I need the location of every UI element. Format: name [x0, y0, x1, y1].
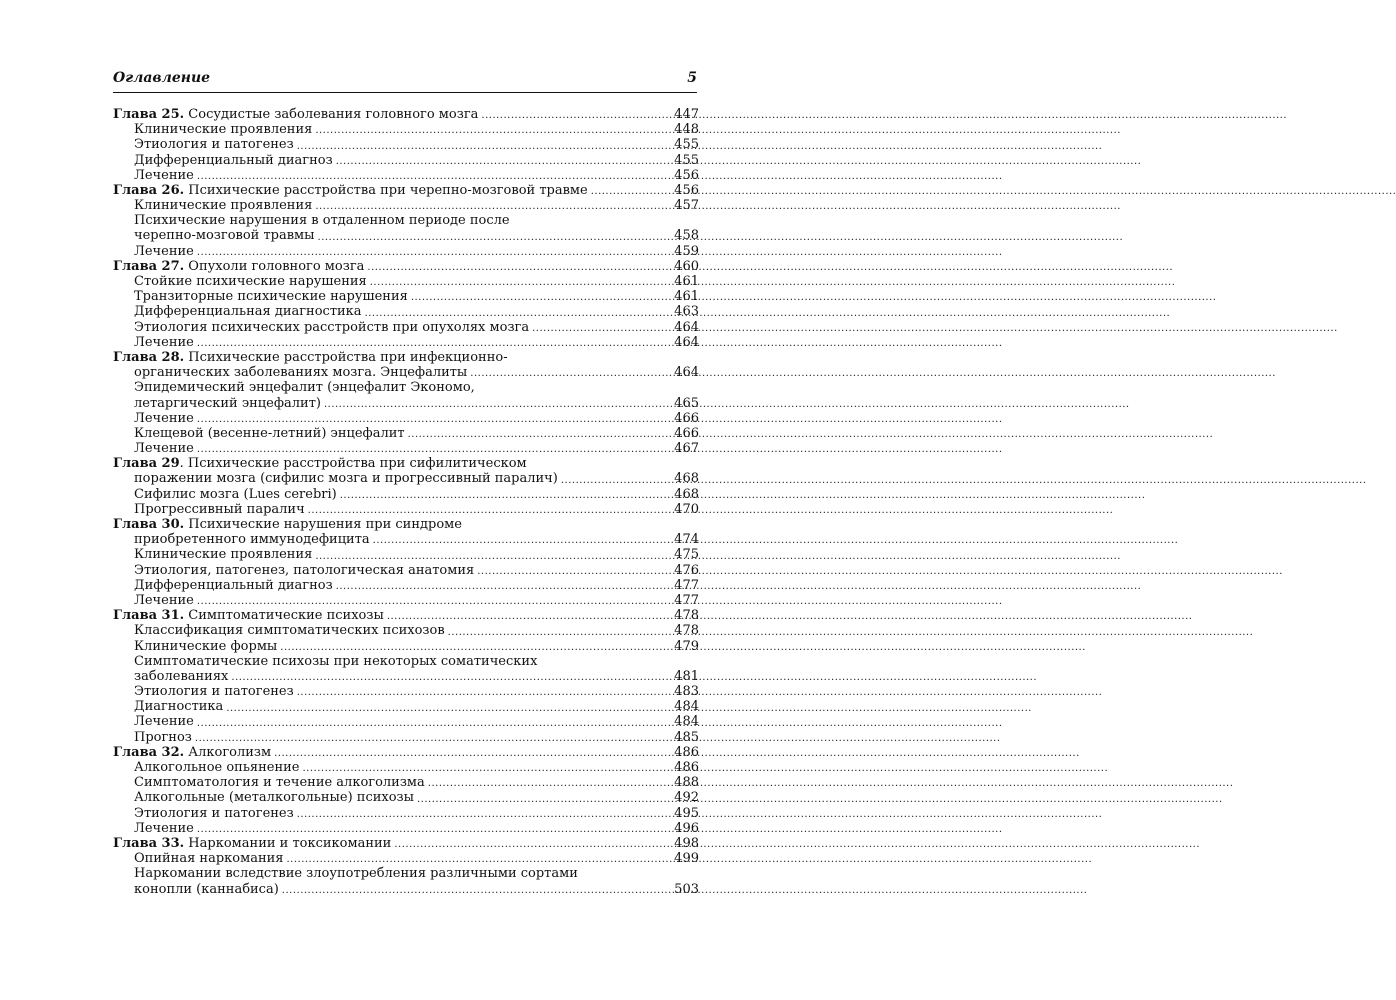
- entry-page-number: 479: [674, 638, 699, 654]
- entry-page-number: 455: [674, 137, 699, 153]
- entry-page-number: 495: [674, 805, 699, 821]
- entry-page-number: 455: [674, 152, 699, 168]
- entry-page-number: 447: [674, 106, 699, 122]
- section-entry: [113, 882, 699, 897]
- entry-title: [134, 365, 467, 380]
- entry-page-number: 486: [674, 760, 699, 776]
- section-entry: [113, 684, 699, 699]
- dot-leader: [286, 854, 666, 866]
- entry-text: Дифференциальный диагноз: [134, 577, 333, 593]
- section-entry: [113, 396, 699, 411]
- entry-text: Симптоматические психозы при некоторых соматических: [134, 653, 538, 669]
- entry-text: Алкоголизм: [184, 744, 272, 760]
- entry-page-number: 477: [674, 577, 699, 593]
- section-entry: [113, 229, 699, 244]
- section-entry: [113, 441, 699, 456]
- dot-leader: [373, 535, 666, 547]
- section-entry: [113, 411, 699, 426]
- entry-text: приобретенного иммунодефицита: [134, 532, 370, 548]
- section-entry: [113, 380, 699, 395]
- entry-title: [134, 669, 228, 684]
- entry-page-number: 468: [674, 471, 699, 487]
- entry-page-number: 481: [674, 668, 699, 684]
- entry-page-number: 496: [674, 820, 699, 836]
- entry-title: [134, 441, 194, 456]
- entry-text: органических заболеваниях мозга. Энцефалиты: [134, 365, 468, 381]
- chapter-entry: [113, 836, 699, 851]
- dot-leader: [340, 490, 666, 502]
- entry-page-number: 477: [674, 592, 699, 608]
- entry-text: Психические нарушения в отдаленном периоде после: [134, 213, 510, 229]
- entry-title: [134, 699, 223, 714]
- chapter-label: Глава 28.: [113, 349, 185, 365]
- entry-text: Психические расстройства при черепно-мозговой травме: [184, 182, 588, 198]
- dot-leader: [315, 125, 666, 137]
- section-entry: [113, 274, 699, 289]
- entry-text: Лечение: [134, 592, 194, 608]
- entry-page-number: 461: [674, 289, 699, 305]
- entry-title: [113, 836, 391, 851]
- entry-text: Сосудистые заболевания головного мозга: [184, 106, 479, 122]
- entry-text: Лечение: [134, 167, 194, 183]
- dot-leader: [370, 277, 666, 289]
- entry-text: Лечение: [134, 243, 194, 259]
- dot-leader: [336, 156, 666, 168]
- entry-title: [134, 228, 315, 243]
- entry-page-number: 448: [674, 122, 699, 138]
- entry-text: Сифилис мозга (Lues cerebri): [134, 486, 337, 502]
- section-entry: [113, 623, 699, 638]
- entry-text: Клещевой (весенне-летний) энцефалит: [134, 425, 405, 441]
- chapter-label: Глава 30.: [113, 517, 185, 533]
- dot-leader: [591, 186, 666, 198]
- dot-leader: [532, 323, 666, 335]
- dot-leader: [408, 429, 666, 441]
- section-entry: [113, 472, 699, 487]
- entry-text: заболеваниях: [134, 668, 229, 684]
- dot-leader: [477, 566, 666, 578]
- entry-page-number: 476: [674, 562, 699, 578]
- entry-title: [134, 289, 408, 304]
- entry-text: Лечение: [134, 441, 194, 457]
- entry-title: [134, 122, 312, 137]
- entry-text: Дифференциальная диагностика: [134, 304, 362, 320]
- entry-page-number: 457: [674, 198, 699, 214]
- entry-text: Эпидемический энцефалит (энцефалит Экономо,: [134, 380, 475, 396]
- entry-title: [134, 563, 474, 578]
- section-entry: [113, 304, 699, 319]
- entry-title: [134, 866, 578, 881]
- section-entry: [113, 289, 699, 304]
- dot-leader: [428, 778, 666, 790]
- entry-title: [134, 426, 405, 441]
- section-entry: [113, 715, 699, 730]
- entry-page-number: 461: [674, 274, 699, 290]
- entry-page-number: 459: [674, 243, 699, 259]
- entry-text: Этиология и патогенез: [134, 684, 294, 700]
- entry-text: Клинические проявления: [134, 122, 313, 138]
- chapter-label: Глава 29: [113, 456, 180, 472]
- entry-page-number: 474: [674, 532, 699, 548]
- section-entry: [113, 760, 699, 775]
- dot-leader: [282, 885, 666, 897]
- dot-leader: [197, 444, 666, 456]
- entry-page-number: 478: [674, 608, 699, 624]
- entry-title: [134, 593, 194, 608]
- entry-page-number: 458: [674, 228, 699, 244]
- entry-text: Лечение: [134, 820, 194, 836]
- section-entry: [113, 168, 699, 183]
- entry-title: [134, 304, 362, 319]
- entry-title: [134, 882, 279, 897]
- entry-page-number: 492: [674, 790, 699, 806]
- entry-title: [134, 411, 194, 426]
- entry-page-number: 478: [674, 623, 699, 639]
- entry-text: . Психические расстройства при сифилитическом: [179, 456, 527, 472]
- entry-text: Дифференциальный диагноз: [134, 152, 333, 168]
- section-entry: [113, 654, 699, 669]
- dot-leader: [231, 672, 666, 684]
- entry-title: [134, 168, 194, 183]
- chapter-label: Глава 32.: [113, 744, 185, 760]
- section-entry: [113, 244, 699, 259]
- dot-leader: [387, 611, 666, 623]
- chapter-entry: [113, 183, 699, 198]
- entry-page-number: 484: [674, 699, 699, 715]
- entry-title: [134, 623, 445, 638]
- dot-leader: [297, 809, 666, 821]
- entry-title: [134, 714, 194, 729]
- entry-page-number: 485: [674, 729, 699, 745]
- section-entry: [113, 866, 699, 881]
- table-of-contents: [113, 107, 699, 897]
- dot-leader: [197, 247, 666, 259]
- entry-title: [134, 532, 370, 547]
- entry-title: [113, 517, 462, 532]
- chapter-entry: [113, 456, 699, 471]
- entry-page-number: 464: [674, 319, 699, 335]
- entry-title: [113, 259, 364, 274]
- entry-title: [134, 137, 294, 152]
- section-entry: [113, 547, 699, 562]
- entry-title: [134, 654, 537, 669]
- entry-title: [134, 274, 367, 289]
- dot-leader: [336, 581, 666, 593]
- section-entry: [113, 122, 699, 137]
- dot-leader: [315, 201, 666, 213]
- dot-leader: [274, 748, 666, 760]
- entry-text: Симптоматические психозы: [184, 608, 384, 624]
- section-entry: [113, 137, 699, 152]
- chapter-entry: [113, 259, 699, 274]
- entry-title: [134, 213, 510, 228]
- entry-page-number: 470: [674, 501, 699, 517]
- dot-leader: [448, 627, 666, 639]
- entry-text: Наркомании и токсикомании: [184, 835, 392, 851]
- dot-leader: [481, 110, 666, 122]
- entry-title: [134, 851, 283, 866]
- entry-title: [134, 335, 194, 350]
- entry-text: Этиология и патогенез: [134, 805, 294, 821]
- entry-text: летаргический энцефалит): [134, 395, 321, 411]
- entry-page-number: 475: [674, 547, 699, 563]
- dot-leader: [417, 794, 666, 806]
- entry-page-number: 466: [674, 410, 699, 426]
- section-entry: [113, 426, 699, 441]
- dot-leader: [315, 551, 666, 563]
- dot-leader: [394, 839, 666, 851]
- dot-leader: [197, 596, 666, 608]
- dot-leader: [367, 262, 666, 274]
- entry-page-number: 488: [674, 775, 699, 791]
- entry-title: [134, 639, 277, 654]
- chapter-label: Глава 27.: [113, 258, 185, 274]
- dot-leader: [195, 733, 666, 745]
- section-entry: [113, 335, 699, 350]
- entry-title: [134, 821, 194, 836]
- entry-title: [134, 760, 300, 775]
- entry-page-number: 499: [674, 851, 699, 867]
- section-entry: [113, 821, 699, 836]
- entry-page-number: 498: [674, 835, 699, 851]
- entry-text: Опийная наркомания: [134, 851, 284, 867]
- chapter-entry: [113, 350, 699, 365]
- entry-text: Клинические проявления: [134, 547, 313, 563]
- entry-title: [134, 775, 425, 790]
- entry-text: Этиология психических расстройств при опухолях мозга: [134, 319, 530, 335]
- entry-title: [134, 547, 312, 562]
- entry-text: Классификация симптоматических психозов: [134, 623, 445, 639]
- entry-page-number: 456: [674, 182, 699, 198]
- dot-leader: [324, 399, 666, 411]
- entry-title: [113, 608, 384, 623]
- entry-page-number: 468: [674, 486, 699, 502]
- entry-text: конопли (каннабиса): [134, 881, 279, 897]
- entry-text: Клинические проявления: [134, 198, 313, 214]
- entry-text: Опухоли головного мозга: [184, 258, 365, 274]
- section-entry: [113, 699, 699, 714]
- entry-text: Психические расстройства при инфекционно-: [184, 349, 508, 365]
- dot-leader: [308, 505, 666, 517]
- section-entry: [113, 213, 699, 228]
- entry-page-number: 466: [674, 425, 699, 441]
- entry-text: Этиология, патогенез, патологическая анатомия: [134, 562, 475, 578]
- entry-title: [134, 153, 333, 168]
- entry-title: [134, 806, 294, 821]
- section-entry: [113, 198, 699, 213]
- entry-page-number: 456: [674, 167, 699, 183]
- chapter-entry: [113, 608, 699, 623]
- header-title: Оглавление: [113, 70, 211, 86]
- entry-page-number: 463: [674, 304, 699, 320]
- chapter-label: Глава 25.: [113, 106, 185, 122]
- entry-page-number: 483: [674, 684, 699, 700]
- dot-leader: [470, 368, 666, 380]
- chapter-entry: [113, 107, 699, 122]
- entry-title: [134, 471, 558, 486]
- section-entry: [113, 806, 699, 821]
- section-entry: [113, 320, 699, 335]
- entry-text: Психические нарушения при синдроме: [184, 517, 462, 533]
- entry-title: [134, 198, 312, 213]
- running-header: [113, 70, 697, 93]
- page-number: 5: [687, 70, 697, 86]
- dot-leader: [297, 687, 666, 699]
- dot-leader: [197, 414, 666, 426]
- entry-title: [113, 350, 508, 365]
- chapter-label: Глава 26.: [113, 182, 185, 198]
- section-entry: [113, 730, 699, 745]
- entry-title: [134, 396, 321, 411]
- entry-page-number: 464: [674, 334, 699, 350]
- dot-leader: [318, 232, 666, 244]
- section-entry: [113, 775, 699, 790]
- entry-text: Алкогольные (металкогольные) психозы: [134, 790, 414, 806]
- entry-text: Транзиторные психические нарушения: [134, 289, 408, 305]
- chapter-entry: [113, 517, 699, 532]
- entry-text: черепно-мозговой травмы: [134, 228, 315, 244]
- section-entry: [113, 790, 699, 805]
- entry-title: [134, 790, 414, 805]
- entry-text: Наркомании вследствие злоупотребления различными сортами: [134, 866, 578, 882]
- section-entry: [113, 639, 699, 654]
- dot-leader: [561, 475, 666, 487]
- entry-page-number: 503: [674, 881, 699, 897]
- entry-page-number: 464: [674, 365, 699, 381]
- section-entry: [113, 851, 699, 866]
- entry-title: [134, 578, 333, 593]
- entry-text: Лечение: [134, 714, 194, 730]
- entry-text: Прогноз: [134, 729, 192, 745]
- entry-text: Стойкие психические нарушения: [134, 274, 367, 290]
- dot-leader: [197, 718, 666, 730]
- entry-page-number: 486: [674, 744, 699, 760]
- dot-leader: [197, 824, 666, 836]
- entry-text: Лечение: [134, 410, 194, 426]
- section-entry: [113, 532, 699, 547]
- dot-leader: [297, 141, 666, 153]
- section-entry: [113, 502, 699, 517]
- chapter-label: Глава 33.: [113, 835, 185, 851]
- chapter-label: Глава 31.: [113, 608, 185, 624]
- dot-leader: [280, 642, 666, 654]
- entry-title: [134, 730, 192, 745]
- section-entry: [113, 578, 699, 593]
- dot-leader: [197, 171, 666, 183]
- entry-text: Симптоматология и течение алкоголизма: [134, 775, 425, 791]
- entry-title: [134, 487, 337, 502]
- entry-title: [134, 244, 194, 259]
- entry-text: Лечение: [134, 334, 194, 350]
- entry-title: [113, 183, 588, 198]
- entry-text: Этиология и патогенез: [134, 137, 294, 153]
- section-entry: [113, 365, 699, 380]
- section-entry: [113, 563, 699, 578]
- dot-leader: [365, 308, 666, 320]
- entry-text: Диагностика: [134, 699, 224, 715]
- entry-title: [113, 107, 478, 122]
- section-entry: [113, 669, 699, 684]
- entry-page-number: 465: [674, 395, 699, 411]
- entry-text: Алкогольное опьянение: [134, 760, 300, 776]
- entry-text: Клинические формы: [134, 638, 278, 654]
- dot-leader: [197, 338, 666, 350]
- dot-leader: [303, 763, 667, 775]
- entry-page-number: 460: [674, 258, 699, 274]
- entry-title: [113, 745, 271, 760]
- entry-page-number: 484: [674, 714, 699, 730]
- entry-title: [134, 502, 305, 517]
- section-entry: [113, 487, 699, 502]
- entry-title: [134, 380, 475, 395]
- entry-text: Прогрессивный паралич: [134, 501, 305, 517]
- dot-leader: [411, 292, 666, 304]
- dot-leader: [226, 703, 666, 715]
- section-entry: [113, 593, 699, 608]
- entry-page-number: 467: [674, 441, 699, 457]
- entry-title: [134, 684, 294, 699]
- entry-text: поражении мозга (сифилис мозга и прогрессивный паралич): [134, 471, 558, 487]
- entry-title: [134, 320, 529, 335]
- entry-title: [113, 456, 527, 471]
- section-entry: [113, 153, 699, 168]
- chapter-entry: [113, 745, 699, 760]
